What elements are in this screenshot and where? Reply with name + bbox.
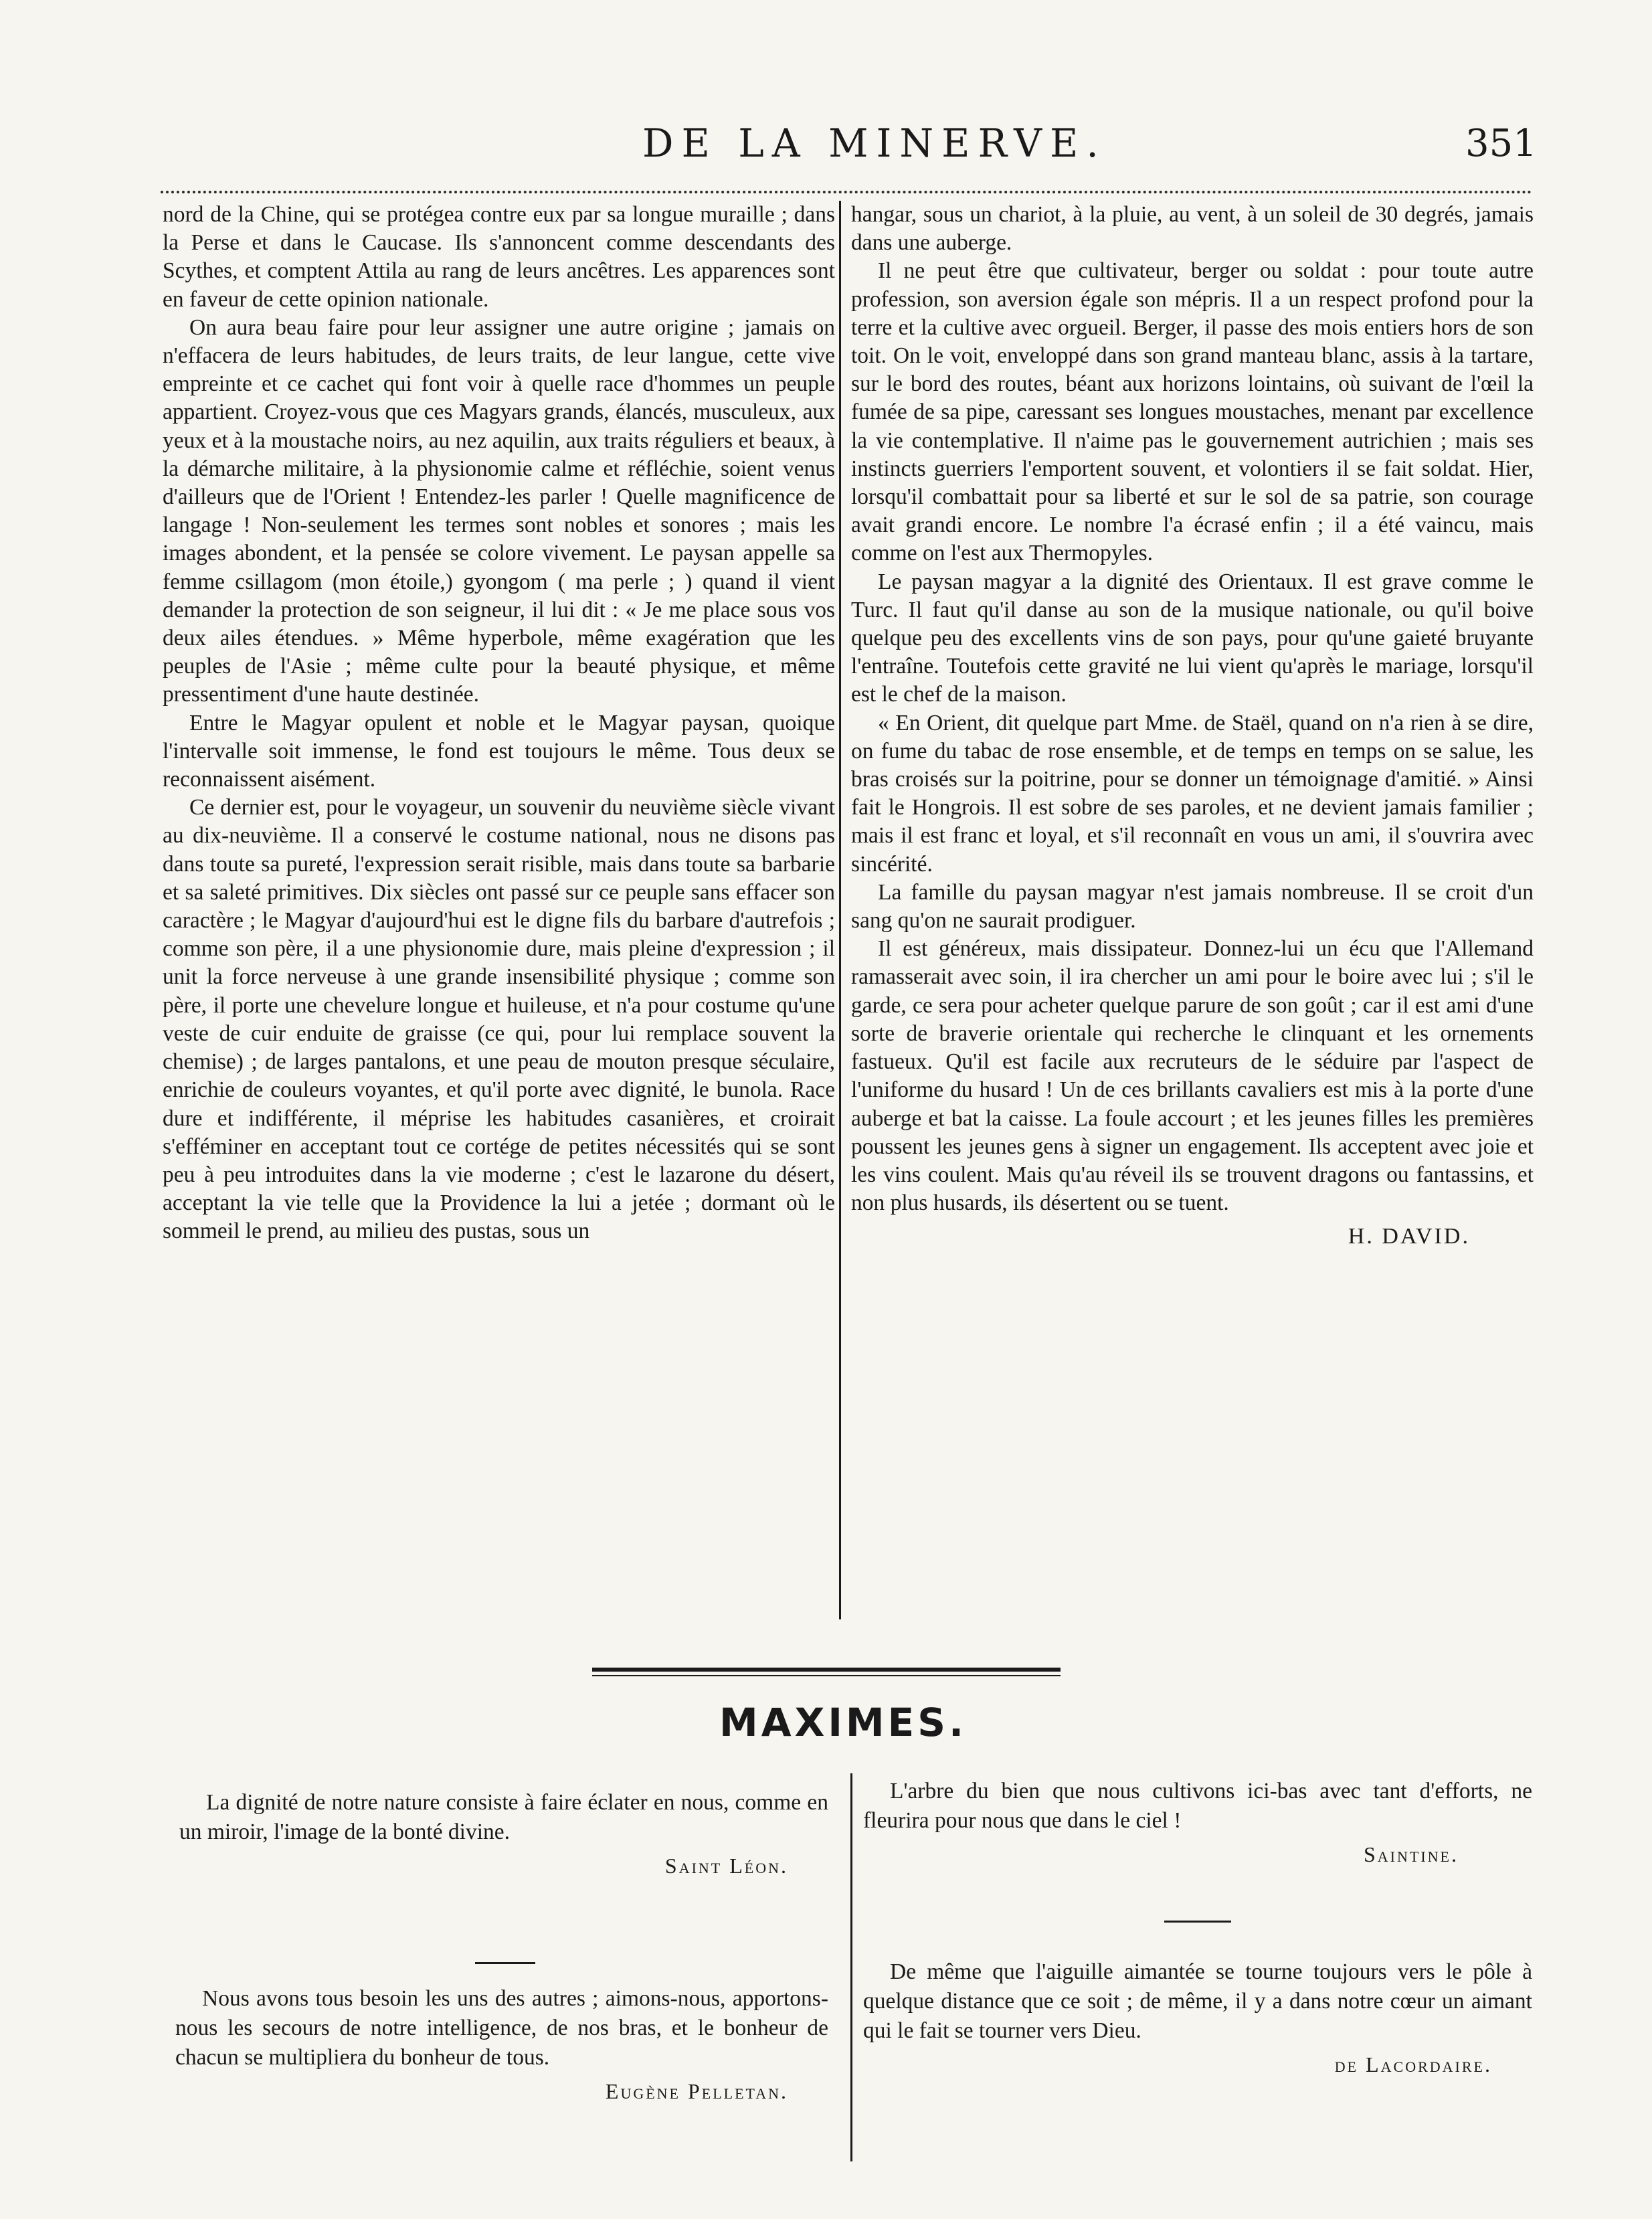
article-right-column <box>851 201 1534 1251</box>
maxim-author: Eugène Pelletan. <box>605 2079 788 2103</box>
maxim-separator <box>1164 1921 1231 1923</box>
header-rule <box>161 191 1532 193</box>
column-divider <box>839 201 841 1619</box>
article-signature: H. DAVID. <box>1348 1224 1470 1249</box>
paragraph: Il est généreux, mais dissipateur. Donnez-lui un écu que l'Allemand ramasserait avec soin, il ira chercher un ami pour le boire avec lui ; s'il le garde, ce sera pour acheter quelque parure de son goût ; car il est ami d'une sorte de braverie orientale qui recherche le clinquant et les ornements fastueux. Qu'il est facile aux recruteurs de le séduire par l'aspect de l'uniforme du husard ! Un de ces brillants cavaliers est mis à la porte d'une auberge et bat la caisse. La foule accourt ; et les jeunes filles les premières poussent les jeunes gens à signer un engagement. Ils acceptent avec joie et les vins coulent. Mais qu'au réveil ils se trouvent dragons ou fantassins, et non plus husards, ils désertent ou se tuent. <box>851 936 1534 1216</box>
maxim-text: De même que l'aiguille aimantée se tourne toujours vers le pôle à quelque distance que ce soit ; de même, il y a dans notre cœur un aimant qui le fait se tourner vers Dieu. <box>863 1959 1532 2043</box>
page-number: 351 <box>1465 122 1537 165</box>
maxim <box>175 1984 828 2106</box>
paragraph: Le paysan magyar a la dignité des Orientaux. Il est grave comme le Turc. Il faut qu'il danse au son de la musique nationale, ou qu'il boive quelque peu des excellents vins de son pays, pour qu'une gaieté bruyante l'entraîne. Toutefois cette gravité ne lui vient qu'après le mariage, lorsqu'il est le chef de la maison. <box>851 569 1534 707</box>
maxim-text: L'arbre du bien que nous cultivons ici-bas avec tant d'efforts, ne fleurira pour nous que dans le ciel ! <box>863 1779 1532 1833</box>
paragraph: hangar, sous un chariot, à la pluie, au vent, à un soleil de 30 degrés, jamais dans une auberge. <box>851 202 1534 256</box>
article-left-column <box>163 201 835 1246</box>
maxim <box>863 1777 1532 1869</box>
maxim-separator <box>475 1962 535 1964</box>
paragraph: Ce dernier est, pour le voyageur, un souvenir du neuvième siècle vivant au dix-neuvième. Il a conservé le costume national, nous ne disons pas dans toute sa pureté, l'expression serait risible, mais dans toute sa barbarie et sa saleté primitives. Dix siècles ont passé sur ce peuple sans effacer son caractère ; le Magyar d'aujourd'hui est le digne fils du barbare d'autrefois ; comme son père, il a une physionomie dure, mais pleine d'expression ; il unit la force nerveuse à une grande insensibilité physique ; comme son père, il porte une chevelure longue et huileuse, et n'a pour costume qu'une veste de cuir enduite de graisse (ce qui, pour lui remplace souvent la chemise) ; de larges pantalons, et une peau de mouton presque séculaire, enrichie de couleurs voyantes, et qu'il porte avec dignité, le bunola. Race dure et indifférente, il méprise les habitudes casanières, et croirait s'efféminer en acceptant tout ce cortége de petites nécessités qui se sont peu à peu introduites dans la vie moderne ; c'est le lazarone du désert, acceptant la vie telle que la Providence la lui a jetée ; dormant où le sommeil le prend, au milieu des pustas, sous un <box>163 795 835 1244</box>
section-rule-thick <box>592 1668 1061 1672</box>
section-title-maximes: MAXIMES. <box>719 1700 968 1745</box>
running-title: DE LA MINERVE. <box>642 120 1107 166</box>
paragraph: On aura beau faire pour leur assigner une autre origine ; jamais on n'effacera de leurs habitudes, de leurs traits, de leur langue, cette vive empreinte et ce cachet qui font voir à quelle race d'hommes un peuple appartient. Croyez-vous que ces Magyars grands, élancés, musculeux, aux yeux et à la moustache noirs, au nez aquilin, aux traits réguliers et beaux, à la démarche militaire, à la physionomie calme et réfléchie, soient venus d'ailleurs que de l'Orient ! Entendez-les parler ! Quelle magnificence de langage ! Non-seulement les termes sont nobles et sonores ; mais les images abondent, et la pensée se colore vivement. Le paysan appelle sa femme csillagom (mon étoile,) gyongom ( ma perle ; ) quand il vient demander la protection de son seigneur, il lui dit : « Je me place sous vos deux ailes étendues. » Même hyperbole, même exagération que les peuples de l'Asie ; même culte pour la beauté physique, et même pressentiment d'une haute destinée. <box>163 315 835 707</box>
page-header <box>0 114 1652 174</box>
maxim-author: Saintine. <box>1364 1842 1459 1866</box>
paragraph: nord de la Chine, qui se protégea contre eux par sa longue muraille ; dans la Perse et dans le Caucase. Ils s'annoncent comme descendants des Scythes, et comptent Attila au rang de leurs ancêtres. Les apparences sont en faveur de cette opinion nationale. <box>163 202 835 312</box>
maxim-text: La dignité de notre nature consiste à faire éclater en nous, comme en un miroir, l'image de la bonté divine. <box>179 1790 828 1844</box>
section-rule-thin <box>592 1675 1061 1676</box>
paragraph: Il ne peut être que cultivateur, berger ou soldat : pour toute autre profession, son aversion égale son mépris. Il a un respect profond pour la terre et la cultive avec orgueil. Berger, il passe des mois entiers hors de son toit. On le voit, enveloppé dans son grand manteau blanc, assis à la tartare, sur le bord des routes, béant aux horizons lointains, où suivant de l'œil la fumée de sa pipe, caressant ses longues moustaches, menant par excellence la vie contemplative. Il n'aime pas le gouvernement autrichien ; mais ses instincts guerriers l'emportent souvent, et volontiers il se fait soldat. Hier, lorsqu'il combattait pour sa liberté et sur le sol de sa patrie, son courage avait grandi encore. Le nombre l'a écrasé enfin ; il a été vaincu, mais comme on l'est aux Thermopyles. <box>851 258 1534 566</box>
paragraph: « En Orient, dit quelque part Mme. de Staël, quand on n'a rien à se dire, on fume du tabac de rose ensemble, et de temps en temps on se salue, les bras croisés sur la poitrine, pour se donner un témoignage d'amitié. » Ainsi fait le Hongrois. Il est sobre de ses paroles, et ne devient jamais familier ; mais il est franc et loyal, et s'il reconnaît en vous un ami, il s'ouvrira avec sincérité. <box>851 710 1534 877</box>
paragraph: Entre le Magyar opulent et noble et le Magyar paysan, quoique l'intervalle soit immense, le fond est toujours le même. Tous deux se reconnaissent aisément. <box>163 710 835 792</box>
maximes-column-divider <box>850 1773 852 2161</box>
paragraph: La famille du paysan magyar n'est jamais nombreuse. Il se croit d'un sang qu'on ne saurait prodiguer. <box>851 879 1534 934</box>
maxim-author: de Lacordaire. <box>1334 2052 1492 2076</box>
maxim-author: Saint Léon. <box>664 1854 788 1878</box>
maxim <box>863 1957 1532 2079</box>
maxim <box>179 1788 828 1880</box>
maxim-text: Nous avons tous besoin les uns des autres ; aimons-nous, apportons-nous les secours de notre intelligence, de nos bras, et le bonheur de chacun se multipliera du bonheur de tous. <box>175 1986 828 2070</box>
